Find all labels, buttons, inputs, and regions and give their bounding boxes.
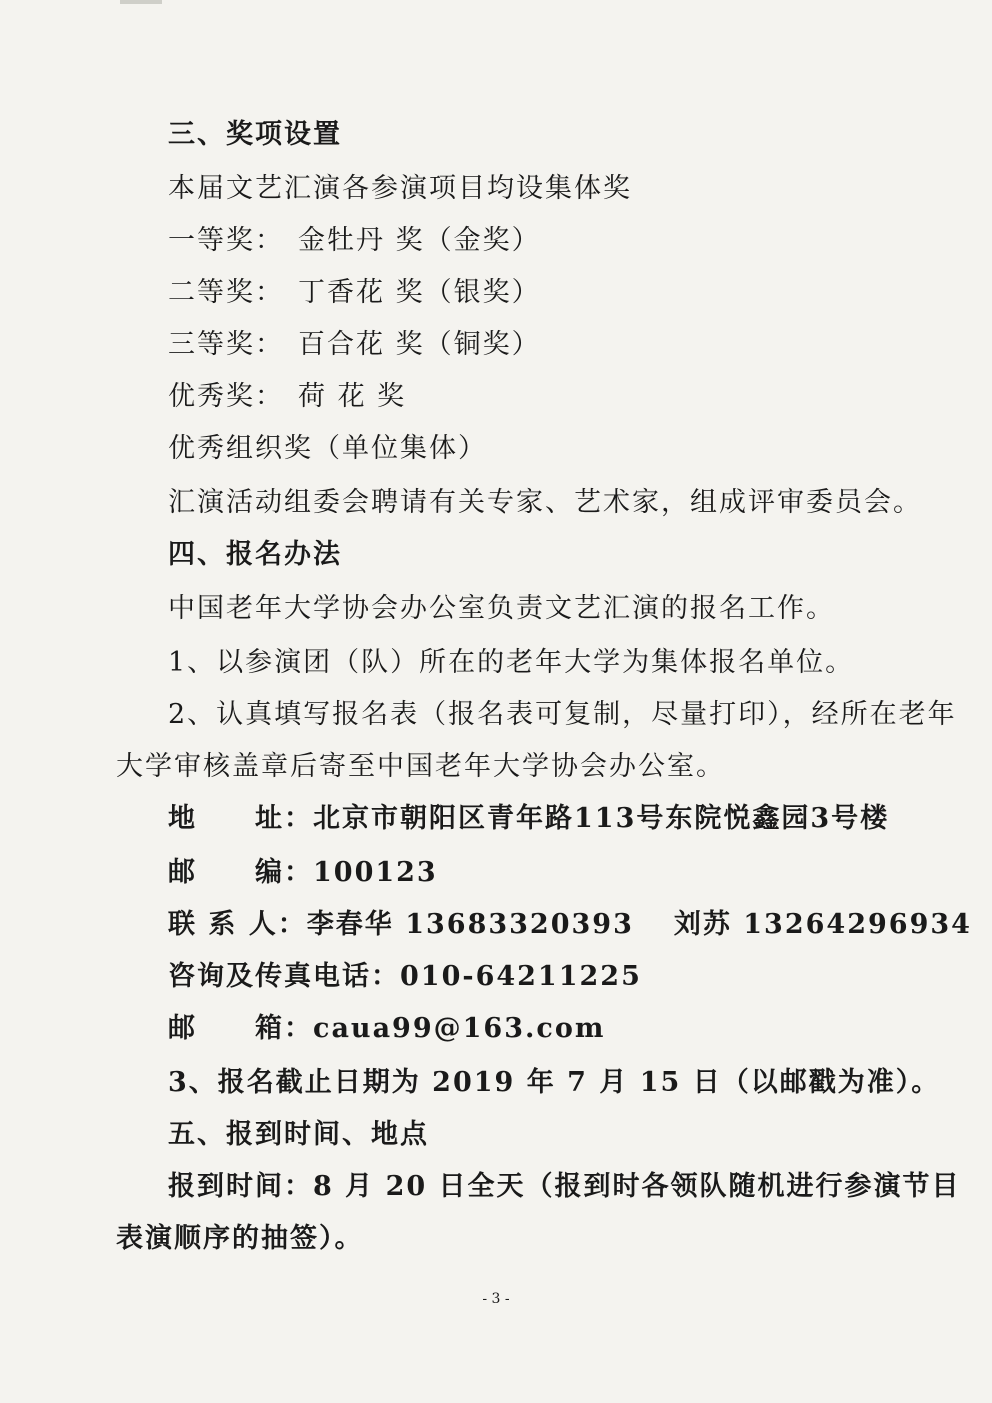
contact-person-2: 刘苏 13264296934 [673,909,972,940]
postcode-label: 邮 编： [168,857,313,888]
checkin-time-line-2: 表演顺序的抽签）。 [116,1223,364,1254]
registration-item-2-line-2: 大学审核盖章后寄至中国老年大学协会办公室。 [116,751,725,782]
page-number: - 3 - [482,1291,510,1307]
award-value: 丁香花 奖（银奖） [298,277,541,308]
award-item-second [168,276,541,310]
award-value: 百合花 奖（铜奖） [298,329,541,360]
award-label: 优秀奖： [168,381,284,412]
email-row [168,1012,605,1046]
award-label: 二等奖： [168,277,284,308]
phone-row [168,960,642,994]
contact-person-1: 李春华 13683320393 [306,909,634,940]
org-award: 优秀组织奖（单位集体） [168,433,487,464]
award-label: 三等奖： [168,329,284,360]
section-heading-registration: 四、报名办法 [168,539,342,570]
postcode-row [168,856,438,890]
registration-intro: 中国老年大学协会办公室负责文艺汇演的报名工作。 [168,593,835,624]
award-item-third [168,328,541,362]
phone-label: 咨询及传真电话： [168,961,400,992]
registration-item-1: 1、以参演团（队）所在的老年大学为集体报名单位。 [168,647,855,678]
award-value: 金牡丹 奖（金奖） [298,225,541,256]
email-value: caua99@163.com [313,1013,606,1044]
address-row [168,802,889,836]
award-value: 荷 花 奖 [298,381,407,412]
jury-note: 汇演活动组委会聘请有关专家、艺术家，组成评审委员会。 [168,487,922,518]
registration-deadline: 3、报名截止日期为 2019 年 7 月 15 日（以邮戳为准）。 [168,1067,941,1098]
address-label: 地 址： [168,803,313,834]
postcode-value: 100123 [313,857,438,888]
section-heading-checkin: 五、报到时间、地点 [168,1119,429,1150]
award-label: 一等奖： [168,225,284,256]
section-heading-awards: 三、奖项设置 [168,119,342,150]
phone-value: 010-64211225 [400,961,642,992]
checkin-time-line-1: 报到时间：8 月 20 日全天（报到时各领队随机进行参演节目 [168,1171,961,1202]
contact-row [168,908,972,942]
award-item-excellence [168,380,406,414]
awards-intro: 本届文艺汇演各参演项目均设集体奖 [168,173,632,204]
registration-item-2-line-1: 2、认真填写报名表（报名表可复制，尽量打印），经所在老年 [168,699,957,730]
address-value: 北京市朝阳区青年路113号东院悦鑫园3号楼 [313,803,890,834]
award-item-first [168,224,541,258]
email-label: 邮 箱： [168,1013,313,1044]
contact-label: 联 系 人： [168,909,307,940]
scan-mark [120,0,162,4]
